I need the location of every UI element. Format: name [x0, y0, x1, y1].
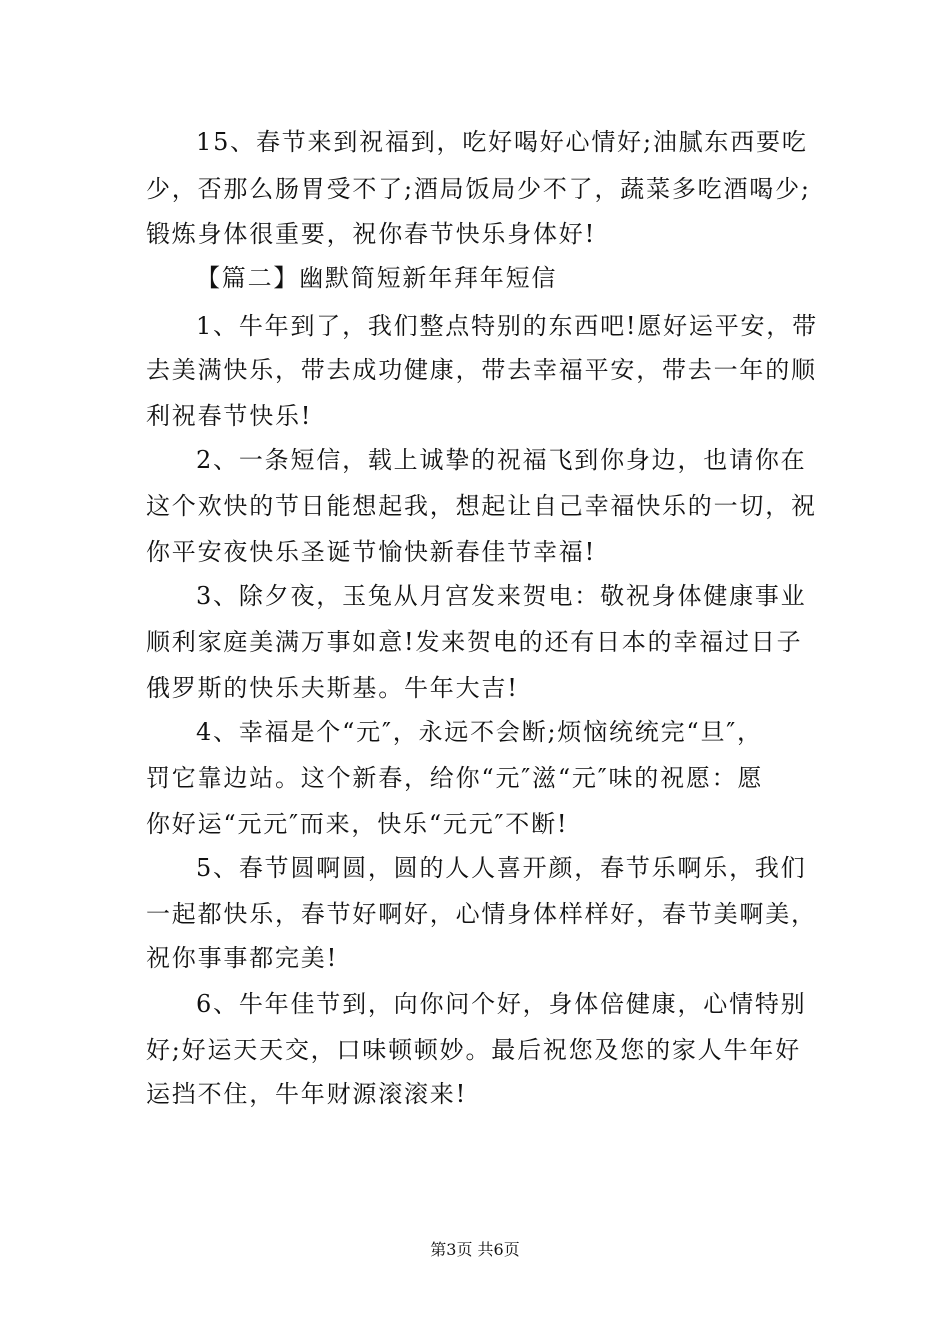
paragraph-line: 祝你事事都完美! [146, 944, 339, 972]
paragraph-line: 你好运“元元″而来，快乐“元元″不断! [146, 810, 569, 838]
paragraph-line: 1、牛年到了，我们整点特别的东西吧!愿好运平安，带 [196, 312, 818, 340]
paragraph-line: 这个欢快的节日能想起我，想起让自己幸福快乐的一切，祝 [146, 492, 817, 520]
paragraph-line: 好;好运天天交，口味顿顿妙。最后祝您及您的家人牛年好 [146, 1036, 801, 1064]
paragraph-line: 4、幸福是个“元″，永远不会断;烦恼统统完“旦″， [196, 718, 763, 746]
paragraph-line: 一起都快乐，春节好啊好，心情身体样样好，春节美啊美， [146, 900, 817, 928]
paragraph-line: 6、牛年佳节到，向你问个好，身体倍健康，心情特别 [196, 990, 807, 1018]
page-number-footer: 第3页 共6页 [430, 1240, 520, 1259]
paragraph-line: 3、除夕夜，玉兔从月宫发来贺电：敬祝身体健康事业 [196, 582, 807, 610]
section-heading: 【篇二】幽默简短新年拜年短信 [196, 264, 558, 292]
paragraph-line: 利祝春节快乐! [146, 402, 313, 430]
paragraph-line: 顺利家庭美满万事如意!发来贺电的还有日本的幸福过日子 [146, 628, 803, 656]
paragraph-line: 运挡不住，牛年财源滚滚来! [146, 1080, 468, 1108]
paragraph-line: 5、春节圆啊圆，圆的人人喜开颜，春节乐啊乐，我们 [196, 854, 807, 882]
paragraph-line: 你平安夜快乐圣诞节愉快新春佳节幸福! [146, 538, 597, 566]
paragraph-line: 锻炼身体很重要，祝你春节快乐身体好! [146, 220, 597, 248]
paragraph-line: 少，否那么肠胃受不了;酒局饭局少不了，蔬菜多吃酒喝少; [146, 175, 811, 203]
paragraph-line: 2、一条短信，载上诚挚的祝福飞到你身边，也请你在 [196, 446, 807, 474]
paragraph-line: 去美满快乐，带去成功健康，带去幸福平安，带去一年的顺 [146, 356, 817, 384]
paragraph-line: 罚它靠边站。这个新春，给你“元″滋“元″味的祝愿：愿 [146, 764, 764, 792]
paragraph-line: 俄罗斯的快乐夫斯基。牛年大吉! [146, 674, 519, 702]
paragraph-line: 15、春节来到祝福到，吃好喝好心情好;油腻东西要吃 [196, 128, 808, 156]
